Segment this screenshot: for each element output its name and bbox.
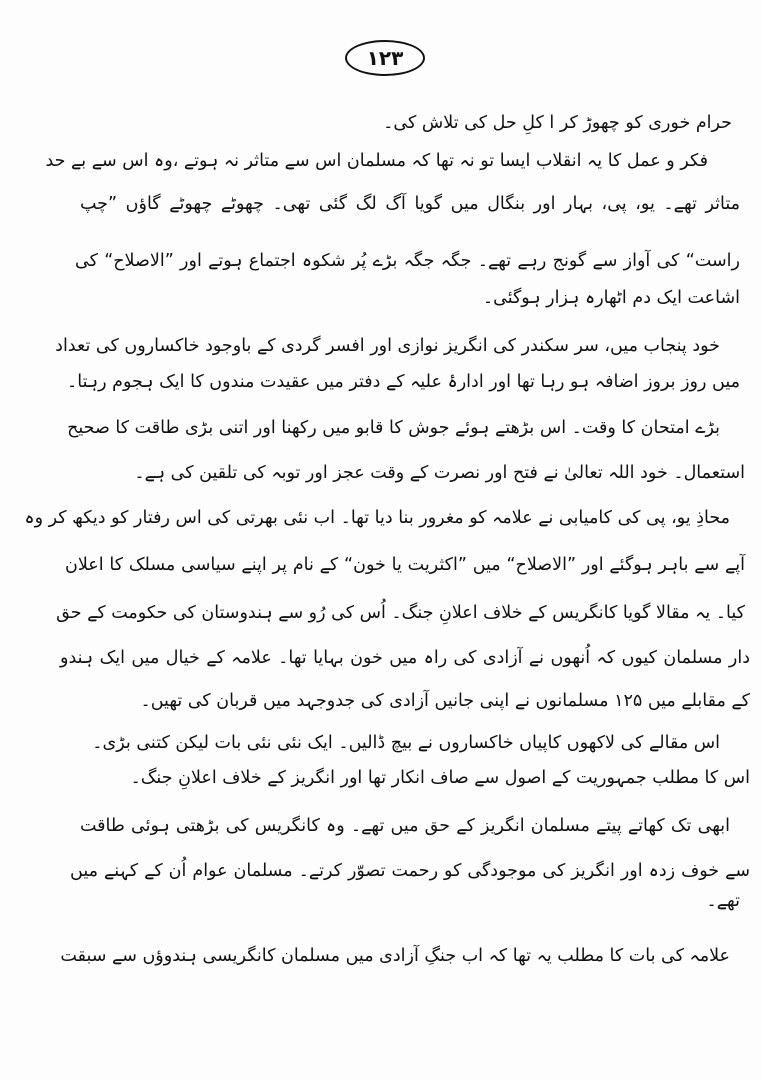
text-line: تھے۔ [706, 891, 740, 911]
page-number-oval [345, 40, 425, 76]
text-line: ابھی تک کھاتے پیتے مسلمان انگریز کے حق میں تھے۔ وہ کانگریس کی بڑھتی ہوئی طاقت [80, 816, 730, 836]
page-number: ۱۲۳ [366, 46, 404, 70]
text-line: کیا۔ یہ مقالا گویا کانگریس کے خلاف اعلانِ جنگ۔ اُس کی رُو سے ہندوستان کی حکومت کے حق [56, 603, 745, 623]
text-line: استعمال۔ خود اللہ تعالیٰ نے فتح اور نصرت کے وقت عجز اور توبہ کی تلقین کی ہے۔ [134, 463, 745, 483]
text-line: علامہ کی بات کا مطلب یہ تھا کہ اب جنگِ آزادی میں مسلمان کانگریسی ہندوؤں سے سبقت [60, 946, 730, 966]
text-line: متاثر تھے۔ یو، پی، بہار اور بنگال میں گویا آگ لگ گئی تھی۔ چھوٹے چھوٹے گاؤں ”چپ [80, 194, 740, 214]
text-line: اشاعت ایک دم اٹھارہ ہزار ہوگئی۔ [482, 288, 740, 308]
text-line: اس مقالے کی لاکھوں کاپیاں خاکساروں نے بیچ ڈالیں۔ ایک نئی نئی بات لیکن کتنی بڑی۔ [92, 733, 720, 753]
text-line: محاذِ یو، پی کی کامیابی نے علامہ کو مغرور بنا دیا تھا۔ اب نئی بھرتی کی اس رفتار کو دیکھ کر وہ [24, 508, 730, 528]
text-line: آپے سے باہر ہوگئے اور ”الاصلاح“ میں ”اکثریت یا خون“ کے نام پر اپنے سیاسی مسلک کا اعلان [65, 555, 745, 575]
text-line: راست“ کی آواز سے گونج رہے تھے۔ جگہ جگہ بڑے پُر شکوہ اجتماع ہوتے اور ”الاصلاح“ کی [75, 251, 740, 271]
text-line: کے مقابلے میں ۱۲۵ مسلمانوں نے اپنی جانیں آزادی کی جدوجہد میں قربان کی تھیں۔ [140, 691, 750, 711]
text-line: دار مسلمان کیوں کہ اُنھوں نے آزادی کی راہ میں خون بہایا تھا۔ علامہ کے خیال میں ایک ہندو [60, 648, 750, 668]
text-line: فکر و عمل کا یہ انقلاب ایسا تو نہ تھا کہ مسلمان اس سے متاثر نہ ہوتے ،وہ اس سے بے حد [45, 151, 708, 171]
text-line: سے خوف زدہ اور انگریز کی موجودگی کو رحمت تصوّر کرتے۔ مسلمان عوام اُن کے کہنے میں [70, 861, 750, 881]
text-line: اس کا مطلب جمہوریت کے اصول سے صاف انکار تھا اور انگریز کے خلاف اعلانِ جنگ۔ [130, 768, 750, 788]
text-line: خود پنجاب میں، سر سکندر کی انگریز نوازی اور افسر گردی کے باوجود خاکساروں کی تعداد [55, 336, 720, 356]
text-line: بڑے امتحان کا وقت۔ اس بڑھتے ہوئے جوش کا قابو میں رکھنا اور اتنی بڑی طاقت کا صحیح [67, 418, 720, 438]
text-line: میں روز بروز اضافہ ہو رہا تھا اور ادارۂ علیہ کے دفتر میں عقیدت مندوں کا ایک ہجوم رہتا۔ [66, 372, 740, 392]
text-line: حرام خوری کو چھوڑ کر ا کلِ حل کی تلاش کی۔ [383, 113, 732, 133]
